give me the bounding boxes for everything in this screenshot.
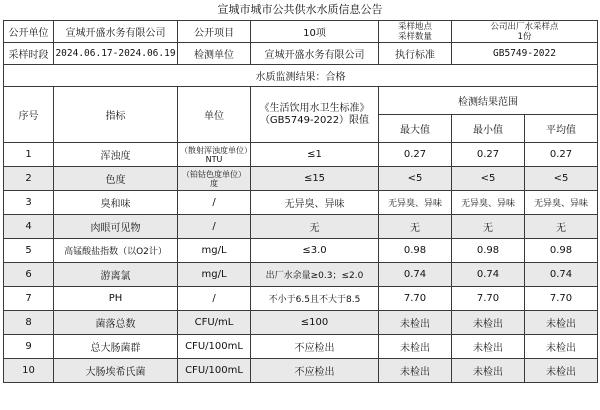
cell-limit: ≤3.0 [251, 239, 379, 263]
cell-min: 未检出 [452, 311, 525, 335]
table-row [4, 359, 598, 383]
cell-unit: / [178, 215, 251, 239]
header-no: 序号 [4, 87, 54, 143]
cell-avg: 0.74 [525, 263, 598, 287]
cell-limit: 出厂水余量≥0.3；≤2.0 [251, 263, 379, 287]
header-range: 检测结果范围 [379, 87, 598, 115]
cell-max: 7.70 [379, 287, 452, 311]
cell-no: 3 [4, 191, 54, 215]
value-unit: 宣城开盛水务有限公司 [54, 21, 178, 43]
cell-min: 0.27 [452, 143, 525, 167]
cell-max: 未检出 [379, 311, 452, 335]
cell-avg: 未检出 [525, 359, 598, 383]
value-time: 2024.06.17-2024.06.19 [54, 43, 178, 65]
cell-limit: 不小于6.5且不大于8.5 [251, 287, 379, 311]
cell-no: 1 [4, 143, 54, 167]
cell-unit: / [178, 191, 251, 215]
cell-unit: （散射浑浊度单位）NTU [178, 143, 251, 167]
header-min: 最小值 [452, 115, 525, 143]
cell-index: 浑浊度 [54, 143, 178, 167]
cell-max: 0.74 [379, 263, 452, 287]
cell-unit: / [178, 287, 251, 311]
cell-index: PH [54, 287, 178, 311]
value-sites [452, 21, 598, 43]
cell-no: 4 [4, 215, 54, 239]
table-row [4, 239, 598, 263]
water-quality-table [3, 20, 598, 383]
cell-max: 未检出 [379, 359, 452, 383]
label-sites-text: 采样地点 采样数量 [397, 21, 432, 42]
cell-no: 6 [4, 263, 54, 287]
label-std: 执行标准 [379, 43, 452, 65]
cell-no: 10 [4, 359, 54, 383]
label-sites [379, 21, 452, 43]
cell-avg: <5 [525, 167, 598, 191]
cell-min: 7.70 [452, 287, 525, 311]
cell-unit: mg/L [178, 263, 251, 287]
cell-index: 大肠埃希氏菌 [54, 359, 178, 383]
cell-unit: CFU/100mL [178, 359, 251, 383]
table-row [4, 167, 598, 191]
cell-index: 游离氯 [54, 263, 178, 287]
cell-avg: 0.98 [525, 239, 598, 263]
cell-min: 未检出 [452, 335, 525, 359]
cell-max: 0.27 [379, 143, 452, 167]
cell-unit: CFU/mL [178, 311, 251, 335]
cell-min: 0.98 [452, 239, 525, 263]
page-title: 宣城市城市公共供水水质信息公告 [217, 3, 383, 16]
cell-limit: ≤100 [251, 311, 379, 335]
cell-index: 臭和味 [54, 191, 178, 215]
cell-index: 总大肠菌群 [54, 335, 178, 359]
cell-limit: 无 [251, 215, 379, 239]
table-row [4, 287, 598, 311]
table-row [4, 215, 598, 239]
cell-max: 未检出 [379, 335, 452, 359]
cell-unit: （铂钴色度单位）度 [178, 167, 251, 191]
label-items: 公开项目 [178, 21, 251, 43]
label-org: 检测单位 [178, 43, 251, 65]
cell-avg: 未检出 [525, 311, 598, 335]
monitoring-result: 水质监测结果：合格 [4, 65, 598, 87]
cell-unit: CFU/100mL [178, 335, 251, 359]
cell-min: 无 [452, 215, 525, 239]
cell-no: 5 [4, 239, 54, 263]
table-row [4, 191, 598, 215]
value-org: 宣城开盛水务有限公司 [251, 43, 379, 65]
header-limit [251, 87, 379, 143]
header-index: 指标 [54, 87, 178, 143]
cell-index: 肉眼可见物 [54, 215, 178, 239]
value-std: GB5749-2022 [452, 43, 598, 65]
cell-max: 0.98 [379, 239, 452, 263]
cell-limit: 不应检出 [251, 335, 379, 359]
header-limit-text: 《生活饮用水卫生标准》 （GB5749-2022）限值 [259, 102, 370, 126]
cell-max: 无 [379, 215, 452, 239]
table-row [4, 335, 598, 359]
cell-avg: 7.70 [525, 287, 598, 311]
table-row [4, 263, 598, 287]
table-row [4, 143, 598, 167]
cell-min: 0.74 [452, 263, 525, 287]
header-avg: 平均值 [525, 115, 598, 143]
header-row-1 [4, 87, 598, 115]
cell-index: 菌落总数 [54, 311, 178, 335]
cell-no: 7 [4, 287, 54, 311]
value-items: 10项 [251, 21, 379, 43]
cell-min: 无异臭、异味 [452, 191, 525, 215]
cell-avg: 无异臭、异味 [525, 191, 598, 215]
cell-no: 9 [4, 335, 54, 359]
info-row-2 [4, 43, 598, 65]
header-unit: 单位 [178, 87, 251, 143]
label-time: 采样时段 [4, 43, 54, 65]
cell-index: 高锰酸盐指数（以O2计） [54, 239, 178, 263]
info-row-1 [4, 21, 598, 43]
cell-index: 色度 [54, 167, 178, 191]
cell-avg: 无 [525, 215, 598, 239]
cell-limit: ≤15 [251, 167, 379, 191]
cell-avg: 0.27 [525, 143, 598, 167]
cell-limit: 不应检出 [251, 359, 379, 383]
cell-no: 2 [4, 167, 54, 191]
value-sites-text: 公司出厂水采样点 1份 [490, 21, 559, 42]
table-row [4, 311, 598, 335]
cell-avg: 未检出 [525, 335, 598, 359]
cell-max: 无异臭、异味 [379, 191, 452, 215]
cell-limit: ≤1 [251, 143, 379, 167]
cell-limit: 无异臭、异味 [251, 191, 379, 215]
cell-unit: mg/L [178, 239, 251, 263]
cell-min: <5 [452, 167, 525, 191]
result-row [4, 65, 598, 87]
header-max: 最大值 [379, 115, 452, 143]
cell-no: 8 [4, 311, 54, 335]
cell-min: 未检出 [452, 359, 525, 383]
label-unit: 公开单位 [4, 21, 54, 43]
cell-max: <5 [379, 167, 452, 191]
